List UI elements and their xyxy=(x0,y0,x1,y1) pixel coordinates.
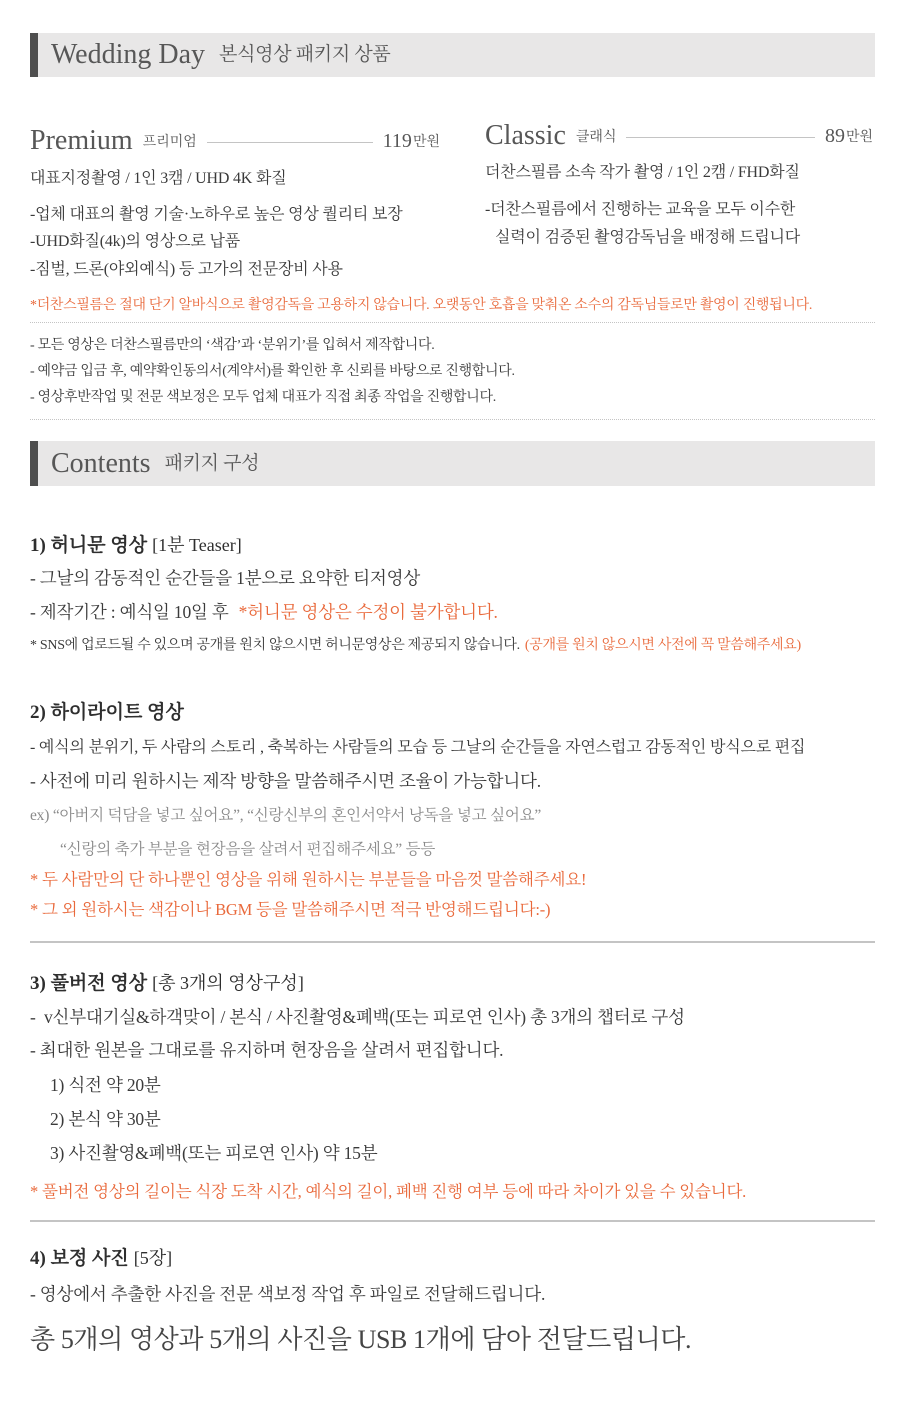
content-item-heading xyxy=(30,1245,172,1272)
policy-item: - 예약금 입금 후, 예약확인동의서(계약서)를 확인한 후 신뢰를 바탕으로 진행합니다. xyxy=(30,364,515,379)
content-line: - 최대한 원본을 그대로를 유지하며 현장음을 살려서 편집합니다. xyxy=(30,1040,504,1060)
contents-title-en: Contents xyxy=(51,447,151,479)
section-divider xyxy=(30,1220,875,1222)
premium-name-ko: 프리미엄 xyxy=(142,135,197,150)
classic-feature: 실력이 검증된 촬영감독님을 배정해 드립니다 xyxy=(495,229,801,246)
package-section-header xyxy=(30,33,875,77)
chapter-item: 2) 본식 약 30분 xyxy=(50,1109,161,1129)
premium-price: 119 xyxy=(382,129,412,152)
premium-title-row xyxy=(30,126,440,156)
classic-price: 89 xyxy=(824,124,845,147)
dotted-divider xyxy=(30,322,875,323)
content-note: * 풀버전 영상의 길이는 식장 도착 시간, 예식의 길이, 폐백 진행 여부 등에 따라 차이가 있을 수 있습니다. xyxy=(30,1182,747,1201)
premium-name-en: Premium xyxy=(30,125,133,156)
content-item-title: 3) 풀버전 영상 xyxy=(30,973,148,994)
content-line: - 그날의 감동적인 순간들을 1분으로 요약한 티저영상 xyxy=(30,568,421,588)
content-line-text: - 제작기간 : 예식일 10일 후 xyxy=(30,602,229,622)
content-example: ex) “아버지 덕담을 넣고 싶어요”, “신랑신부의 혼인서약서 낭독을 넣고 싶어요” xyxy=(30,807,542,824)
premium-feature: -UHD화질(4k)의 영상으로 납품 xyxy=(30,233,240,250)
premium-feature: -짐벌, 드론(야외예식) 등 고가의 전문장비 사용 xyxy=(30,261,343,278)
contents-title-ko: 패키지 구성 xyxy=(164,452,260,474)
content-item-photos xyxy=(30,1245,875,1309)
content-line xyxy=(30,599,498,625)
premium-summary: 대표지정촬영 / 1인 3캠 / UHD 4K 화질 xyxy=(30,170,287,187)
content-item-heading xyxy=(30,700,184,726)
policy-item: - 영상후반작업 및 전문 색보정은 모두 업체 대표가 직접 최종 작업을 진행합니다. xyxy=(30,390,496,405)
policy-list xyxy=(30,336,875,426)
content-item-highlight xyxy=(30,700,875,925)
content-line: - 사전에 미리 원하시는 제작 방향을 말씀해주시면 조율이 가능합니다. xyxy=(30,771,541,791)
staff-notice xyxy=(30,296,886,326)
content-item-title: 2) 하이라이트 영상 xyxy=(30,702,184,723)
classic-name-en: Classic xyxy=(485,120,566,151)
premium-price-leader-line xyxy=(207,142,373,143)
content-line-warning: (공개를 원치 않으시면 사전에 꼭 말씀해주세요) xyxy=(524,638,801,653)
header-accent-bar xyxy=(30,33,38,77)
premium-price-unit: 만원 xyxy=(412,135,440,150)
policy-item: - 모든 영상은 더찬스필름만의 ‘색감’과 ‘분위기’를 입혀서 제작합니다. xyxy=(30,338,435,353)
chapter-item: 1) 식전 약 20분 xyxy=(50,1075,161,1095)
content-note: * 그 외 원하시는 색감이나 BGM 등을 말씀해주시면 적극 반영해드립니다:-) xyxy=(30,900,551,919)
closing-statement: 총 5개의 영상과 5개의 사진을 USB 1개에 담아 전달드립니다. xyxy=(30,1325,692,1354)
classic-price-unit: 만원 xyxy=(845,130,873,145)
dotted-divider xyxy=(30,419,875,420)
content-line-text: * SNS에 업로드될 수 있으며 공개를 원치 않으시면 허니문영상은 제공되지 않습니다. xyxy=(30,638,520,653)
content-item-title: 4) 보정 사진 xyxy=(30,1248,129,1269)
content-item-full-version xyxy=(30,970,875,1210)
header-accent-bar xyxy=(30,441,38,486)
content-line-warning: *허니문 영상은 수정이 불가합니다. xyxy=(238,602,498,622)
classic-name-ko: 클래식 xyxy=(575,130,617,145)
classic-feature: -더찬스필름에서 진행하는 교육을 모두 이수한 xyxy=(485,201,796,218)
classic-title-row xyxy=(485,121,873,151)
classic-price-leader-line xyxy=(626,137,814,138)
content-note: * 두 사람만의 단 하나뿐인 영상을 위해 원하시는 부분들을 마음껏 말씀해주세요! xyxy=(30,870,587,889)
header-title-en: Wedding Day xyxy=(51,39,206,70)
package-premium xyxy=(30,120,450,285)
section-divider xyxy=(30,941,875,943)
content-item-honeymoon xyxy=(30,532,875,662)
content-item-detail: [5장] xyxy=(133,1248,173,1268)
content-example: “신랑의 축가 부분을 현장음을 살려서 편집해주세요” 등등 xyxy=(60,841,436,858)
content-line: - v신부대기실&하객맞이 / 본식 / 사진촬영&폐백(또는 피로연 인사) 총 3개의 챕터로 구성 xyxy=(30,1007,685,1027)
content-item-detail: [1분 Teaser] xyxy=(152,535,242,555)
content-item-detail: [총 3개의 영상구성] xyxy=(152,973,304,993)
package-classic xyxy=(485,120,875,260)
content-item-title: 1) 허니문 영상 xyxy=(30,535,148,556)
contents-section-header xyxy=(30,441,875,486)
staff-notice-text: *더찬스필름은 절대 단기 알바식으로 촬영감독을 고용하지 않습니다. 오랫동안 호흡을 맞춰온 소수의 감독님들로만 촬영이 진행됩니다. xyxy=(30,298,813,313)
content-line: - 예식의 분위기, 두 사람의 스토리 , 축복하는 사람들의 모습 등 그날의 순간들을 자연스럽고 감동적인 방식으로 편집 xyxy=(30,739,806,756)
header-title-ko: 본식영상 패키지 상품 xyxy=(219,44,391,65)
content-item-heading xyxy=(30,970,304,997)
chapter-item: 3) 사진촬영&폐백(또는 피로연 인사) 약 15분 xyxy=(50,1143,378,1163)
content-item-heading xyxy=(30,532,242,559)
premium-feature: -업체 대표의 촬영 기술·노하우로 높은 영상 퀄리티 보장 xyxy=(30,206,403,223)
content-line xyxy=(30,636,801,656)
classic-summary: 더찬스필름 소속 작가 촬영 / 1인 2캠 / FHD화질 xyxy=(485,164,800,181)
content-line: - 영상에서 추출한 사진을 전문 색보정 작업 후 파일로 전달해드립니다. xyxy=(30,1284,546,1304)
